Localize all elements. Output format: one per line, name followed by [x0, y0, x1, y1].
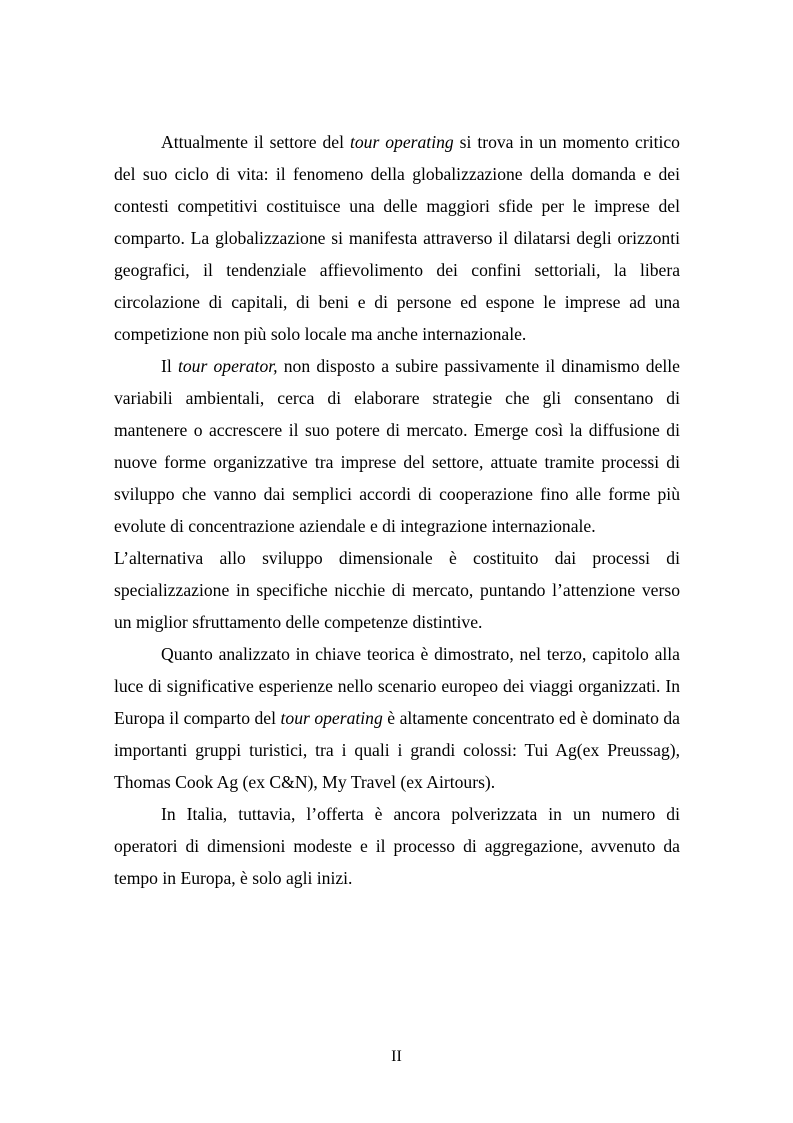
paragraph-2 — [114, 350, 680, 542]
page-number: II — [391, 1048, 402, 1065]
paragraph-4-text-a: Quanto analizzato in chiave teorica è dimostrato, nel terzo, capitolo alla luce di significative esperienze nello scenario europeo dei viaggi organizzati. In Europa il comparto del — [114, 644, 680, 728]
paragraph-4-term-tour-operating: tour operating — [280, 708, 383, 728]
paragraph-3 — [114, 542, 680, 638]
paragraph-5 — [114, 798, 680, 894]
body-text — [114, 126, 680, 894]
paragraph-5-text: In Italia, tuttavia, l’offerta è ancora polverizzata in un numero di operatori di dimensioni modeste e il processo di aggregazione, avvenuto da tempo in Europa, è solo agli inizi. — [114, 804, 680, 888]
paragraph-1 — [114, 126, 680, 350]
paragraph-4-text-b: è altamente concentrato ed è dominato da importanti gruppi turistici, tra i quali i grandi colossi: Tui Ag(ex Preussag), Thomas Cook Ag (ex C&N), My Travel (ex Airtours). — [114, 708, 680, 792]
paragraph-1-text-a: Attualmente il settore del — [161, 132, 350, 152]
paragraph-2-text-b: non disposto a subire passivamente il dinamismo delle variabili ambientali, cerca di elaborare strategie che gli consentano di mantenere o accrescere il suo potere di mercato. Emerge così la diffusione di nuove forme organizzative tra imprese del settore, attuate tramite processi di sviluppo che vanno dai semplici accordi di cooperazione fino alle forme più evolute di concentrazione aziendale e di integrazione internazionale. — [114, 356, 680, 536]
paragraph-4 — [114, 638, 680, 798]
paragraph-3-text: L’alternativa allo sviluppo dimensionale è costituito dai processi di specializzazione in specifiche nicchie di mercato, puntando l’attenzione verso un miglior sfruttamento delle competenze distintive. — [114, 548, 680, 632]
paragraph-2-term-tour-operator: tour operator, — [177, 356, 278, 376]
paragraph-2-text-a: Il — [161, 356, 178, 376]
paragraph-1-text-b: si trova in un momento critico del suo ciclo di vita: il fenomeno della globalizzazione della domanda e dei contesti competitivi costituisce una delle maggiori sfide per le imprese del comparto. La globalizzazione si manifesta attraverso il dilatarsi degli orizzonti geografici, il tendenziale affievolimento dei confini settoriali, la libera circolazione di capitali, di beni e di persone ed espone le imprese ad una competizione non più solo locale ma anche internazionale. — [114, 132, 680, 344]
paragraph-1-term-tour-operating: tour operating — [349, 132, 454, 152]
